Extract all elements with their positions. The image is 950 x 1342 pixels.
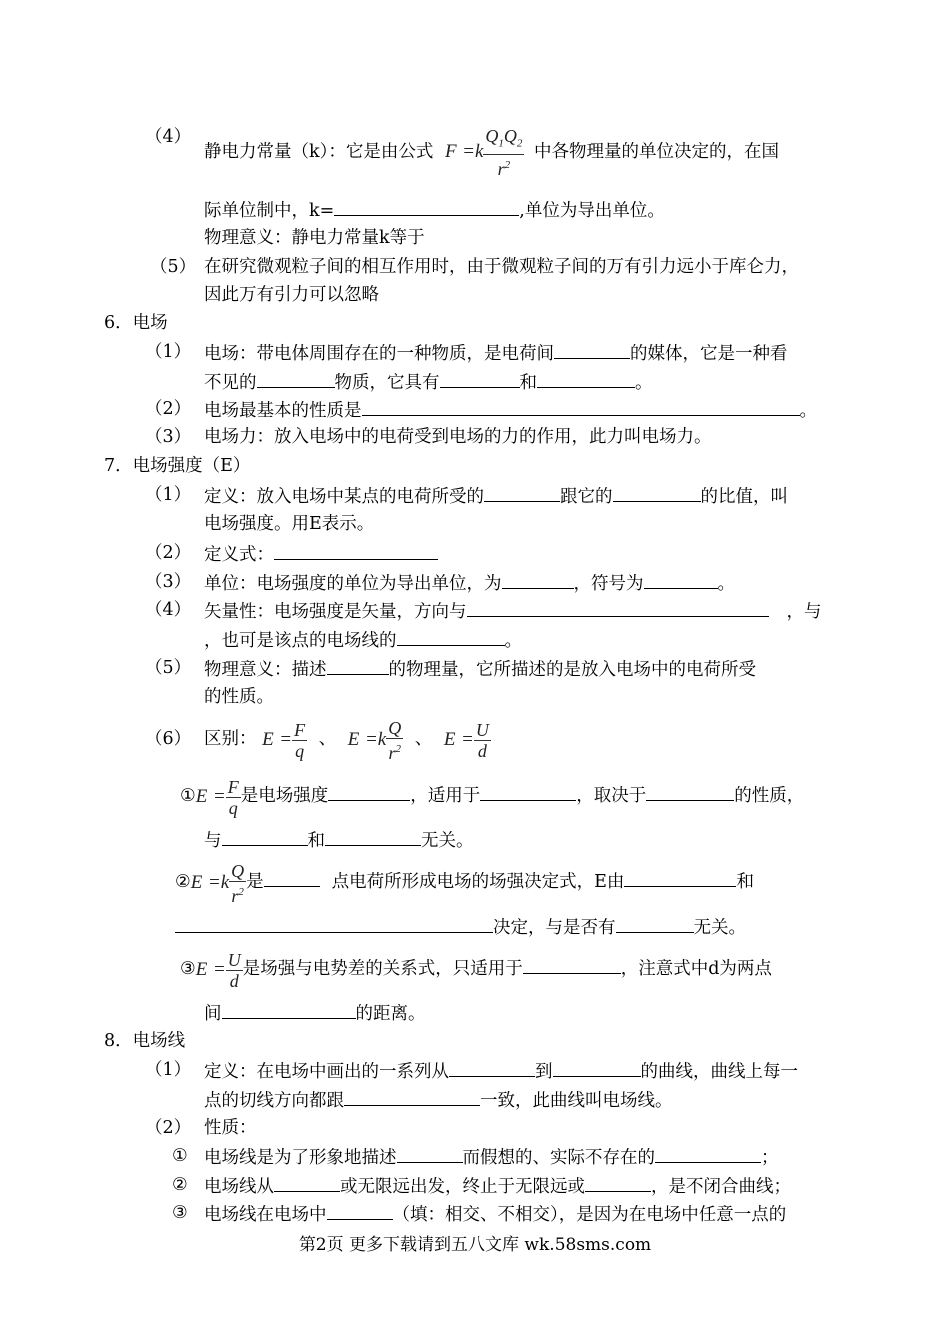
item-6-3-number: （3） xyxy=(145,427,192,447)
blank-c2-c[interactable] xyxy=(175,915,493,933)
blank-6-1-b[interactable] xyxy=(257,370,335,388)
item-6-3-line: 电场力：放入电场中的电荷受到电场的力的作用，此力叫电场力。 xyxy=(204,427,712,447)
blank-k-value[interactable] xyxy=(334,198,519,216)
item-7-2-number: （2） xyxy=(145,543,192,563)
item-7-5-line1: 物理意义：描述 的物理量，它所描述的是放入电场中的电荷所受 xyxy=(204,657,756,681)
item-7-5-line2: 的性质。 xyxy=(204,687,274,707)
blank-6-1-a[interactable] xyxy=(554,341,630,359)
heading-8: 8．电场线 xyxy=(104,1031,186,1051)
blank-8-1-c[interactable] xyxy=(344,1088,480,1106)
blank-7-3-b[interactable] xyxy=(644,571,718,589)
item-8-1-number: （1） xyxy=(145,1060,192,1080)
formula-e-f-q: E = $\frac{F}{q}$ xyxy=(262,719,306,761)
item-8-2-line: 性质： xyxy=(204,1118,257,1138)
blank-p1-b[interactable] xyxy=(655,1145,761,1163)
heading-7: 7．电场强度（E） xyxy=(104,456,251,476)
blank-6-1-d[interactable] xyxy=(537,370,635,388)
item-7-6-number: （6） xyxy=(145,729,192,749)
item-5-line2: 因此万有引力可以忽略 xyxy=(204,285,379,305)
blank-c1-b[interactable] xyxy=(480,783,576,801)
item-7-1-number: （1） xyxy=(145,485,192,505)
item-7-4-line2: ，也可是该点的电场线的 。 xyxy=(204,628,522,652)
prop-2-line: 电场线从 或无限远出发，终止于无限远或 ，是不闭合曲线； xyxy=(204,1174,791,1198)
compare-3-line2: 间 的距离。 xyxy=(204,1001,426,1025)
blank-7-3-a[interactable] xyxy=(502,571,574,589)
blank-8-1-b[interactable] xyxy=(553,1059,641,1077)
item-7-3-number: （3） xyxy=(145,572,192,592)
blank-c1-e[interactable] xyxy=(325,828,421,846)
page-footer: 第2页 更多下载请到五八文库 wk.58sms.com xyxy=(298,1235,652,1255)
blank-6-2[interactable] xyxy=(362,398,800,416)
item-8-1-line2: 点的切线方向都跟 一致，此曲线叫电场线。 xyxy=(204,1088,673,1112)
item-5-number: （5） xyxy=(150,257,197,277)
heading-6: 6．电场 xyxy=(104,313,168,333)
blank-p2-b[interactable] xyxy=(585,1174,651,1192)
blank-c1-c[interactable] xyxy=(646,783,734,801)
blank-7-4-a[interactable] xyxy=(467,599,769,617)
compare-1-line1: ①E = $\frac{F}{q}$ 是电场强度 ，适用于 ，取决于 的性质， xyxy=(180,772,804,821)
formula-e-u-d: E = $\frac{U}{d}$ xyxy=(443,719,489,761)
blank-7-1-a[interactable] xyxy=(484,484,560,502)
coulomb-formula: F =k $\frac{Q_1Q_2}{r^2}$ xyxy=(444,126,523,179)
item-4-line3: 物理意义：静电力常量k等于 xyxy=(204,228,425,248)
blank-p2-a[interactable] xyxy=(274,1174,340,1192)
item-5-line1: 在研究微观粒子间的相互作用时，由于微观粒子间的万有引力远小于库仑力， xyxy=(204,257,799,277)
blank-p3-a[interactable] xyxy=(327,1202,393,1220)
item-4-line2 xyxy=(204,198,665,222)
item-8-2-number: （2） xyxy=(145,1118,192,1138)
item-4-number: （4） xyxy=(145,127,192,147)
formula-c1: E = $\frac{F}{q}$ xyxy=(195,776,239,818)
blank-c1-d[interactable] xyxy=(222,828,308,846)
item-7-4-number: （4） xyxy=(145,600,192,620)
item-7-4-line1: 矢量性：电场强度是矢量，方向与 ，与 xyxy=(204,599,822,623)
item-7-3-line: 单位：电场强度的单位为导出单位，为 ，符号为 。 xyxy=(204,571,735,595)
blank-7-4-b[interactable] xyxy=(397,628,505,646)
formula-e-kq-r2: E =k $\frac{Q}{r^2}$ xyxy=(347,717,402,763)
blank-c3-a[interactable] xyxy=(523,956,621,974)
blank-6-1-c[interactable] xyxy=(440,370,520,388)
compare-2-line2: 决定，与是否有 无关。 xyxy=(175,915,746,939)
compare-1-line2: 与 和 无关。 xyxy=(204,828,474,852)
blank-c2-b[interactable] xyxy=(624,869,736,887)
item-4-line1 xyxy=(204,126,779,179)
blank-7-1-b[interactable] xyxy=(613,484,701,502)
item-4-text-a: 静电力常量（k）：它是由公式 xyxy=(204,141,434,162)
blank-c2-a[interactable] xyxy=(264,869,320,887)
prop-1-line: 电场线是为了形象地描述 而假想的、实际不存在的 ； xyxy=(204,1145,779,1169)
item-6-1-line1: 电场：带电体周围存在的一种物质，是电荷间 的媒体，它是一种看 xyxy=(204,341,788,365)
blank-c3-b[interactable] xyxy=(222,1001,356,1019)
item-7-6-line: 区别： E = $\frac{F}{q}$ 、 E =k $\frac{Q}{r^2}$ 、 E = $\frac{U}{d}$ xyxy=(204,712,491,767)
prop-1-mark: ① xyxy=(172,1146,188,1166)
blank-8-1-a[interactable] xyxy=(449,1059,535,1077)
prop-3-line: 电场线在电场中 （填：相交、不相交），是因为在电场中任意一点的 xyxy=(204,1202,786,1226)
item-7-2-line: 定义式： xyxy=(204,542,438,566)
blank-c2-d[interactable] xyxy=(616,915,694,933)
item-6-1-line2: 不见的 物质，它具有 和 。 xyxy=(204,370,653,394)
prop-2-mark: ② xyxy=(172,1175,188,1195)
item-7-5-number: （5） xyxy=(145,658,192,678)
blank-c1-a[interactable] xyxy=(328,783,410,801)
blank-p1-a[interactable] xyxy=(397,1145,463,1163)
formula-c3: E = $\frac{U}{d}$ xyxy=(195,949,241,991)
blank-7-2[interactable] xyxy=(274,542,438,560)
prop-3-mark: ③ xyxy=(172,1203,188,1223)
item-7-1-line1: 定义：放入电场中某点的电荷所受的 跟它的 的比值，叫 xyxy=(204,484,788,508)
item-6-2-number: （2） xyxy=(145,399,192,419)
item-6-1-number: （1） xyxy=(145,342,192,362)
formula-c2: E =k $\frac{Q}{r^2}$ xyxy=(190,860,245,906)
item-8-1-line1: 定义：在电场中画出的一系列从 到 的曲线，曲线上每一 xyxy=(204,1059,798,1083)
compare-3-line1: ③E = $\frac{U}{d}$ 是场强与电势差的关系式，只适用于 ，注意式中d为两点 xyxy=(180,945,772,994)
item-4-text-d: ,单位为导出单位。 xyxy=(519,201,665,221)
item-6-2-line: 电场最基本的性质是 。 xyxy=(204,398,817,422)
item-4-text-b: 中各物理量的单位决定的，在国 xyxy=(533,141,779,162)
compare-2-line1: ②E =k $\frac{Q}{r^2}$ 是 点电荷所形成电场的场强决定式，E由 和 xyxy=(175,860,754,906)
item-4-text-c: 际单位制中，k= xyxy=(204,201,335,221)
blank-7-5[interactable] xyxy=(327,657,389,675)
item-7-1-line2: 电场强度。用E表示。 xyxy=(204,514,375,534)
